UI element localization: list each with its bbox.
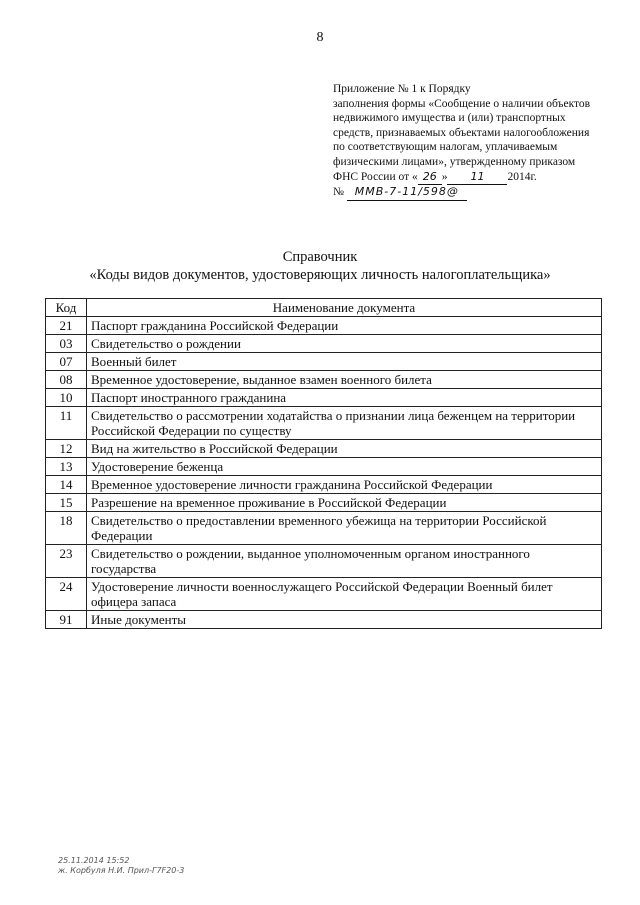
order-month-handwritten: 11 [447, 170, 507, 186]
table-row [46, 440, 602, 458]
page-number: 8 [316, 30, 324, 45]
appendix-line: Приложение № 1 к Порядку [333, 83, 471, 95]
title-line-2: «Коды видов документов, удостоверяющих личность налогоплательщика» [89, 267, 551, 283]
document-title [0, 248, 640, 284]
row-code: 03 [46, 335, 87, 353]
row-code: 18 [46, 512, 87, 545]
table-row [46, 371, 602, 389]
table-row [46, 512, 602, 545]
row-name: Свидетельство о предоставлении временного убежища на территории Российской Федерации [87, 512, 602, 545]
table-row [46, 335, 602, 353]
order-number-prefix: № [333, 186, 344, 199]
print-footer [58, 856, 184, 876]
row-code: 24 [46, 578, 87, 611]
row-name: Паспорт иностранного гражданина [87, 389, 602, 407]
table-row [46, 545, 602, 578]
row-name: Свидетельство о рождении [87, 335, 602, 353]
row-code: 23 [46, 545, 87, 578]
appendix-line: по соответствующим налогам, уплачиваемым [333, 141, 558, 154]
row-name: Свидетельство о рождении, выданное уполномоченным органом иностранного государства [87, 545, 602, 578]
row-code: 11 [46, 407, 87, 440]
order-prefix: ФНС России от « [333, 170, 418, 183]
table-row [46, 458, 602, 476]
order-day-handwritten: 26 [418, 170, 442, 186]
table-row [46, 389, 602, 407]
table-row [46, 407, 602, 440]
row-code: 08 [46, 371, 87, 389]
table-row [46, 494, 602, 512]
row-name: Иные документы [87, 611, 602, 629]
row-name: Удостоверение беженца [87, 458, 602, 476]
table-row [46, 476, 602, 494]
title-line-1: Справочник [282, 249, 358, 265]
document-codes-table [45, 298, 602, 629]
row-name: Свидетельство о рассмотрении ходатайства о признании лица беженцем на территории Российской Федерации по существу [87, 407, 602, 440]
table-row [46, 317, 602, 335]
row-code: 14 [46, 476, 87, 494]
table-header-row [46, 299, 602, 317]
row-code: 13 [46, 458, 87, 476]
order-number-line [333, 185, 623, 201]
row-name: Вид на жительство в Российской Федерации [87, 440, 602, 458]
row-code: 12 [46, 440, 87, 458]
table-row [46, 353, 602, 371]
row-name: Временное удостоверение личности гражданина Российской Федерации [87, 476, 602, 494]
row-name: Паспорт гражданина Российской Федерации [87, 317, 602, 335]
appendix-line: физическими лицами», утвержденному приказом [333, 155, 576, 168]
order-mid: » [441, 170, 448, 183]
row-code: 91 [46, 611, 87, 629]
row-code: 07 [46, 353, 87, 371]
table-row [46, 578, 602, 611]
order-number-handwritten: ММВ-7-11/598@ [347, 185, 467, 201]
row-name: Удостоверение личности военнослужащего Российской Федерации Военный билет офицера запаса [87, 578, 602, 611]
order-date-line [333, 170, 623, 186]
appendix-line: средств, признаваемых объектами налогообложения [333, 126, 590, 139]
order-year: 2014г. [507, 170, 537, 183]
appendix-line: недвижимого имущества и (или) транспортных [333, 112, 566, 125]
row-name: Временное удостоверение, выданное взамен военного билета [87, 371, 602, 389]
appendix-line: заполнения формы «Сообщение о наличии объектов [333, 97, 591, 110]
header-name: Наименование документа [87, 299, 602, 317]
row-code: 21 [46, 317, 87, 335]
appendix-note [333, 82, 623, 201]
row-name: Разрешение на временное проживание в Российской Федерации [87, 494, 602, 512]
footer-timestamp: 25.11.2014 15:52 [58, 856, 130, 865]
row-code: 10 [46, 389, 87, 407]
row-name: Военный билет [87, 353, 602, 371]
table-row [46, 611, 602, 629]
row-code: 15 [46, 494, 87, 512]
footer-author: ж. Корбуля Н.И. Прил-Г7F20-3 [58, 866, 185, 875]
header-code: Код [46, 299, 87, 317]
